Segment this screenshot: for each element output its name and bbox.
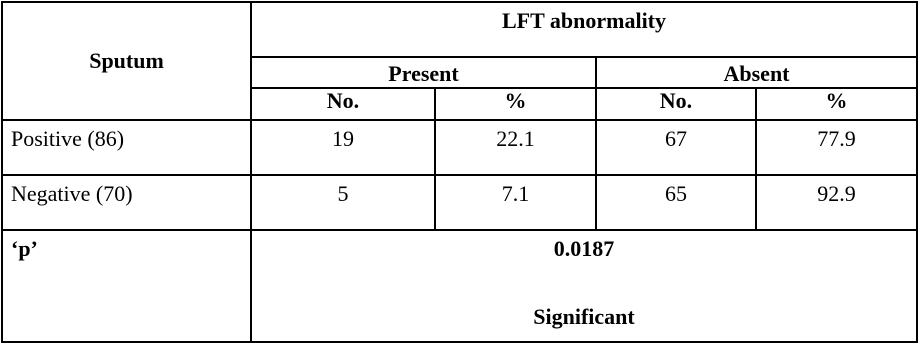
lft-abnormality-header: LFT abnormality [251, 2, 917, 57]
negative-present-pct: 7.1 [435, 175, 596, 230]
present-header: Present [251, 57, 596, 88]
positive-present-pct: 22.1 [435, 120, 596, 175]
positive-absent-pct: 77.9 [756, 120, 917, 175]
negative-present-no: 5 [251, 175, 435, 230]
negative-absent-no: 65 [596, 175, 756, 230]
absent-header: Absent [596, 57, 917, 88]
table-row [2, 120, 917, 175]
p-value-row [2, 230, 917, 342]
present-pct-header: % [435, 88, 596, 120]
significance-note: Significant [533, 304, 635, 329]
positive-absent-no: 67 [596, 120, 756, 175]
present-no-header: No. [251, 88, 435, 120]
absent-pct-header: % [756, 88, 917, 120]
sputum-header: Sputum [2, 2, 251, 120]
table-row [2, 175, 917, 230]
p-label: ‘p’ [2, 230, 251, 342]
absent-no-header: No. [596, 88, 756, 120]
positive-present-no: 19 [251, 120, 435, 175]
row-label-positive: Positive (86) [2, 120, 251, 175]
p-value-cell [251, 230, 917, 342]
p-value: 0.0187 [553, 236, 615, 261]
row-label-negative: Negative (70) [2, 175, 251, 230]
lft-sputum-table [1, 1, 918, 343]
negative-absent-pct: 92.9 [756, 175, 917, 230]
